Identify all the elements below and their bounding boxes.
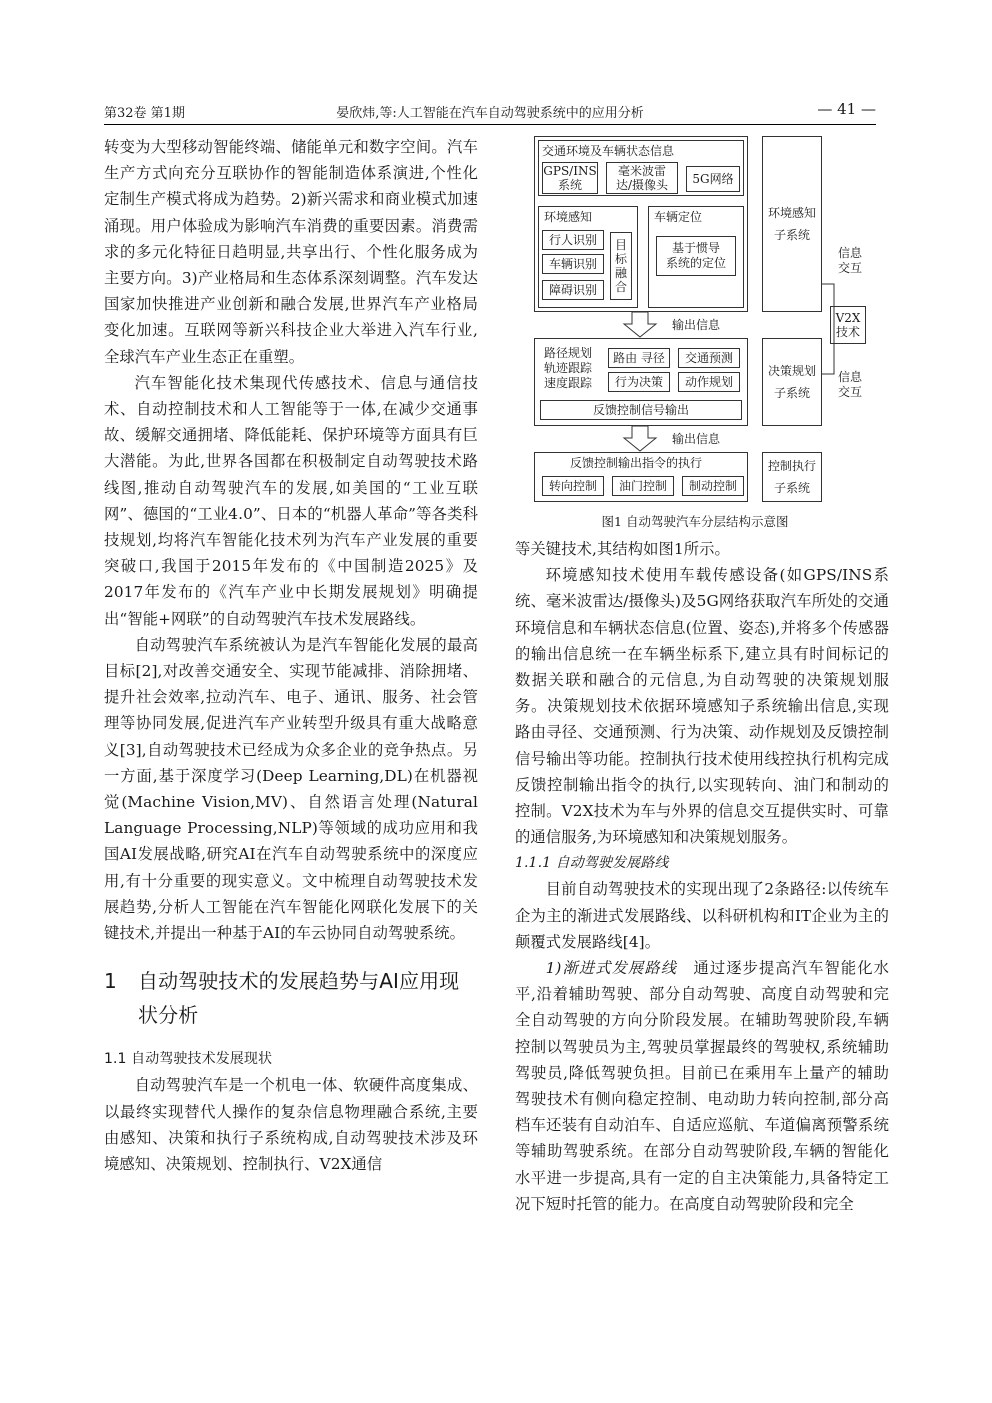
route-box: 路由 寻径: [608, 348, 670, 368]
info-interaction-label: 信息 交互: [838, 370, 863, 399]
paragraph-text: 通过逐步提高汽车智能化水平,沿着辅助驾驶、部分自动驾驶、高度自动驾驶和完全自动驾驶的方向分阶段发展。在辅助驾驶阶段,车辆控制以驾驶员为主,驾驶员掌握最终的驾驶权,系统辅助驾驶员,降低驾驶负担。目前已在乘用车上量产的辅助驾驶技术有侧向稳定控制、电动助力转向控制,部分高档车还装有自动泊车、自适应巡航、车道偏离预警系统等辅助驾驶系统。在部分自动驾驶阶段,车辆的智能化水平进一步提高,具有一定的自主决策能力,具备特定工况下短时托管的能力。在高度自动驾驶阶段和完全: [515, 959, 889, 1213]
steering-box: 转向控制: [542, 476, 604, 496]
inertial-location-box: 基于惯导 系统的定位: [656, 236, 736, 276]
running-title: 晏欣炜,等:人工智能在汽车自动驾驶系统中的应用分析: [336, 106, 644, 121]
vehicle-location-title: 车辆定位: [654, 210, 703, 224]
paragraph: [515, 955, 889, 1217]
info-interaction-label: 信息 交互: [838, 246, 863, 275]
left-column: [104, 134, 478, 1177]
figure-diagram: [530, 134, 863, 534]
paragraph: 自动驾驶汽车是一个机电一体、软硬件高度集成、以最终实现替代人操作的复杂信息物理融合系统,主要由感知、决策和执行子系统构成,自动驾驶技术涉及环境感知、决策规划、控制执行、V2X通信: [104, 1076, 478, 1173]
subsubsection-heading: 1.1.1 自动驾驶发展路线: [515, 855, 669, 872]
obstacle-box: 障碍识别: [542, 280, 604, 300]
output-info-label: 输出信息: [672, 318, 721, 332]
figure-caption: 图1 自动驾驶汽车分层结构示意图: [601, 514, 789, 529]
section-heading: [104, 964, 478, 1032]
paragraph: 等关键技术,其结构如图1所示。: [515, 540, 730, 558]
gps-box: GPS/INS 系统: [543, 164, 597, 192]
behavior-decision-box: 行为决策: [608, 372, 670, 392]
right-column: [515, 536, 889, 1217]
down-arrow-icon: [620, 426, 660, 452]
traffic-prediction-box: 交通预测: [678, 348, 740, 368]
route-label: 1)渐进式发展路线: [545, 959, 678, 978]
throttle-box: 油门控制: [612, 476, 674, 496]
v2x-box: V2X 技术: [830, 306, 866, 344]
page-number: — 41 —: [817, 100, 876, 118]
paragraph: 转变为大型移动智能终端、储能单元和数字空间。汽车生产方式向充分互联协作的智能制造体系演进,个性化定制生产模式将成为趋势。2)新兴需求和商业模式加速涌现。用户体验成为影响汽车消费的重要因素。消费需求的多元化特征日趋明显,共享出行、个性化服务成为主要方向。3)产业格局和生态体系深刻调整。汽车发达国家加快推进产业创新和融合发展,世界汽车产业格局变化加速。互联网等新兴科技企业大举进入汽车行业,全球汽车产业生态正在重塑。: [104, 138, 478, 366]
fusion-box: 目 标 融 合: [610, 232, 632, 300]
planning-left-text: 路径规划 轨迹跟踪 速度跟踪: [544, 346, 593, 390]
execution-title: 反馈控制输出指令的执行: [570, 456, 703, 470]
motion-planning-box: 动作规划: [678, 372, 740, 392]
running-header: [104, 100, 876, 122]
vehicle-box: 车辆识别: [542, 254, 604, 274]
feedback-output-box: 反馈控制信号输出: [540, 400, 742, 420]
radar-box: 毫米波雷 达/摄像头: [606, 162, 678, 194]
journal-volume: 第32卷 第1期: [104, 106, 185, 121]
paragraph: 目前自动驾驶技术的实现出现了2条路径:以传统车企为主的渐进式发展路线、以科研机构和IT企业为主的颠覆式发展路线[4]。: [515, 880, 889, 951]
paragraph: 环境感知技术使用车载传感设备(如GPS/INS系统、毫米波雷达/摄像头)及5G网络获取汽车所处的交通环境信息和车辆状态信息(位置、姿态),并将多个传感器的输出信息统一在车辆坐标系下,建立具有时间标记的数据关联和融合的元信息,为自动驾驶的决策规划服务。决策规划技术依据环境感知子系统输出信息,实现路由寻径、交通预测、行为决策、动作规划及反馈控制信号输出等功能。控制执行技术使用线控执行机构完成反馈控制输出指令的执行,以实现转向、油门和制动的控制。V2X技术为车与外界的信息交互提供实时、可靠的通信服务,为环境感知和决策规划服务。: [515, 566, 889, 847]
subsection-heading: 1.1 自动驾驶技术发展现状: [104, 1051, 273, 1068]
paragraph: 汽车智能化技术集现代传感技术、信息与通信技术、自动控制技术和人工智能等于一体,在减少交通事故、缓解交通拥堵、降低能耗、保护环境等方面具有巨大潜能。为此,世界各国都在积极制定自动驾驶技术路线图,推动自动驾驶汽车的发展,如美国的“工业互联网”、德国的“工业4.0”、日本的“机器人革命”等各类科技规划,均将汽车智能化技术列为汽车产业发展的重要突破口,我国于2015年发布的《中国制造2025》及2017年发布的《汽车产业中长期发展规划》明确提出“智能+网联”的自动驾驶汽车技术发展路线。: [104, 373, 478, 628]
planning-subsystem-box: 决策规划 子系统: [762, 338, 822, 426]
execution-subsystem-box: 控制执行 子系统: [762, 452, 822, 502]
output-info-label: 输出信息: [672, 432, 721, 446]
network-5g-box: 5G网络: [686, 166, 740, 192]
env-subsystem-box: 环境感知 子系统: [762, 136, 822, 312]
paragraph: 自动驾驶汽车系统被认为是汽车智能化发展的最高目标[2],对改善交通安全、实现节能减排、消除拥堵、提升社会效率,拉动汽车、电子、通讯、服务、社会管理等协同发展,促进汽车产业转型升级具有重大战略意义[3],自动驾驶技术已经成为众多企业的竞争热点。另一方面,基于深度学习(Deep Learning,DL)在机器视觉(Machine Vision,MV)、自然语言处理(Natural Language Processing,NLP)等领域的成功应用和我国AI发展战略,研究AI在汽车自动驾驶系统中的深度应用,有十分重要的现实意义。文中梳理自动驾驶技术发展趋势,分析人工智能在汽车智能化网联化发展下的关键技术,并提出一种基于AI的车云协同自动驾驶系统。: [104, 635, 478, 943]
pedestrian-box: 行人识别: [542, 230, 604, 250]
env-perception-title: 环境感知: [544, 210, 593, 224]
section-title: 自动驾驶技术的发展趋势与AI应用现状分析: [138, 969, 460, 1028]
section-number: 1: [104, 969, 117, 994]
brake-box: 制动控制: [682, 476, 744, 496]
traffic-info-title: 交通环境及车辆状态信息: [542, 144, 675, 158]
down-arrow-icon: [620, 312, 660, 338]
header-rule: [104, 124, 876, 125]
